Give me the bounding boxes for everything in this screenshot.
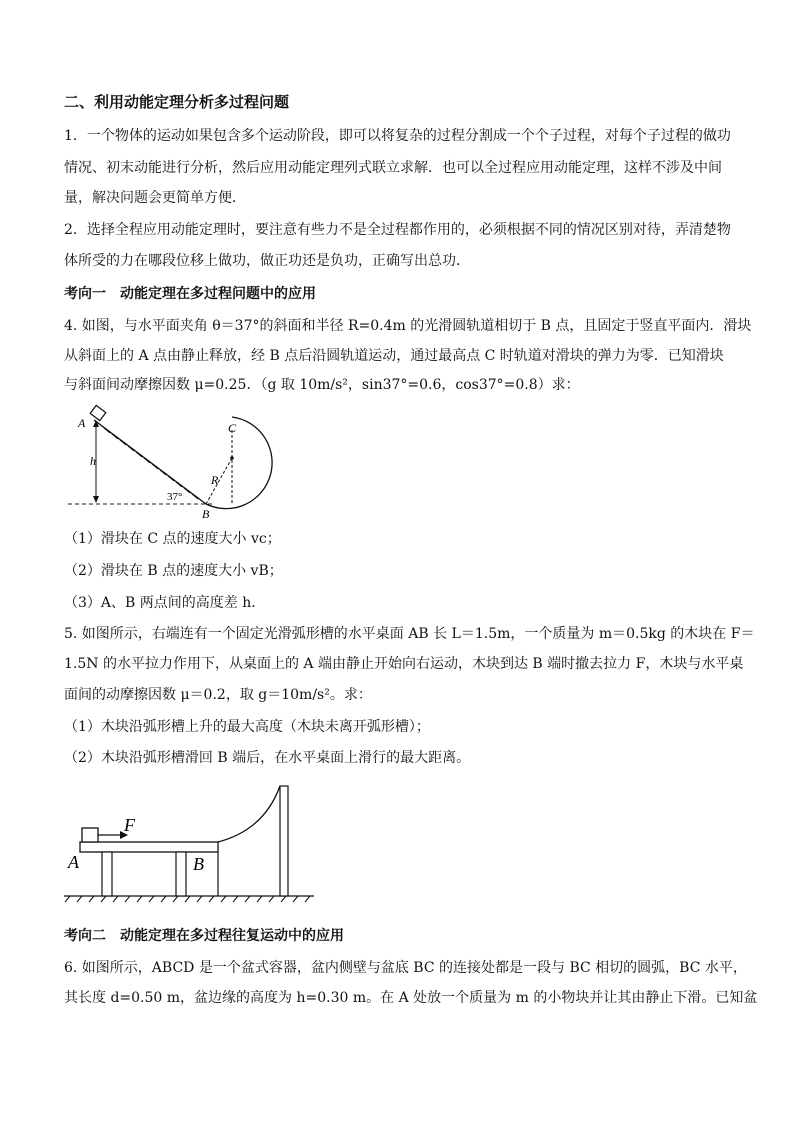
wood-block (82, 828, 98, 842)
section-heading: 二、利用动能定理分析多过程问题 (64, 93, 290, 111)
intro-line: 量，解决问题会更简单方便． (64, 190, 246, 206)
q6-text-line: 6. 如图所示，ABCD 是一个盆式容器，盆内侧壁与盆底 BC 的连接处都是一段与 BC 相切的圆弧，BC 水平， (64, 960, 747, 976)
floor-hatching (65, 896, 310, 902)
q5-text-line: 面间的动摩擦因数 μ＝0.2，取 g＝10m/s²。求： (64, 687, 372, 703)
intro-line: 体所受的力在哪段位移上做功，做正功还是负功，正确写出总功． (64, 253, 470, 269)
q4-text-line: 4. 如图，与水平面夹角 θ＝37°的斜面和半径 R=0.4m 的光滑圆轨道相切于 B 点，且固定于竖直平面内．滑块 (64, 318, 752, 334)
incline-surface (94, 420, 206, 504)
slider-block (90, 405, 106, 420)
circle-center-dot (230, 456, 234, 460)
label-angle: 37° (167, 491, 183, 503)
label-f: F (124, 815, 135, 835)
direction1-heading: 考向一 动能定理在多过程问题中的应用 (64, 286, 316, 302)
q5-sub-question: （1）木块沿弧形槽上升的最大高度（木块未离开弧形槽）； (64, 719, 430, 735)
label-a: A (78, 416, 86, 430)
label-b: B (193, 854, 204, 874)
table-leg-left (102, 852, 112, 896)
table-leg-right (176, 852, 186, 896)
label-c: C (228, 421, 237, 435)
label-b: B (202, 507, 210, 521)
curved-groove (218, 786, 280, 842)
q4-text-line: 从斜面上的 A 点由静止释放，经 B 点后沿圆轨道运动，通过最高点 C 时轨道对滑块的弹力为零．已知滑块 (64, 348, 724, 364)
intro-line: 1．一个物体的运动如果包含多个运动阶段，即可以将复杂的过程分割成一个个子过程，对每个子过程的做功 (64, 128, 731, 144)
q4-sub-question: （1）滑块在 C 点的速度大小 vc； (64, 531, 281, 547)
q5-sub-question: （2）木块沿弧形槽滑回 B 端后，在水平桌面上滑行的最大距离。 (64, 750, 471, 766)
radius-line (206, 458, 232, 504)
q4-text-line: 与斜面间动摩擦因数 μ=0.25．（g 取 10m/s²，sin37°=0.6，cos37°=0.8）求： (64, 377, 580, 393)
label-r: R (211, 473, 219, 487)
q4-incline-loop-figure (64, 400, 284, 522)
label-a: A (68, 852, 79, 872)
height-arrow-head-bottom (93, 496, 99, 503)
q4-sub-question: （3）A、B 两点间的高度差 h． (64, 595, 266, 611)
intro-line: 情况、初末动能进行分析，然后应用动能定理列式联立求解．也可以全过程应用动能定理，这样不涉及中间 (64, 160, 722, 176)
label-h: h (90, 454, 96, 468)
intro-line: 2．选择全程应用动能定理时，要注意有些力不是全过程都作用的，必须根据不同的情况区别对待，弄清楚物 (64, 222, 731, 238)
direction2-heading: 考向二 动能定理在多过程往复运动中的应用 (64, 928, 344, 944)
q6-text-line: 其长度 d=0.50 m，盆边缘的高度为 h=0.30 m。在 A 处放一个质量为 m 的小物块并让其由静止下滑。已知盆 (64, 990, 758, 1006)
groove-support (280, 786, 288, 896)
circular-track (206, 417, 272, 509)
table-top (80, 842, 218, 852)
q4-sub-question: （2）滑块在 B 点的速度大小 vB； (64, 563, 283, 579)
q5-table-groove-figure (64, 780, 314, 905)
q5-text-line: 5. 如图所示，右端连有一个固定光滑弧形槽的水平桌面 AB 长 L＝1.5m，一个质量为 m＝0.5kg 的木块在 F＝ (64, 626, 755, 642)
q5-text-line: 1.5N 的水平拉力作用下，从桌面上的 A 端由静止开始向右运动，木块到达 B 端时撤去拉力 F，木块与水平桌 (64, 656, 744, 672)
